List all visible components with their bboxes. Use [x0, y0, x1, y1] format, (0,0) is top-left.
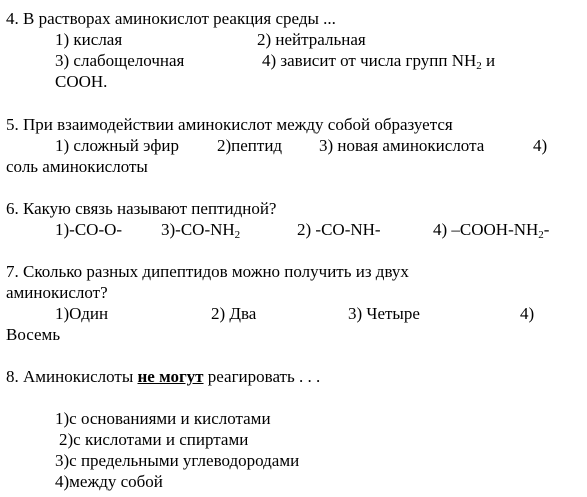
q4-option-4: 4) зависит от числа групп $NH_2$ и [262, 51, 496, 72]
q7-option-4-continued: Восемь [6, 325, 61, 344]
emphasis-negation: не могут [137, 367, 204, 386]
q4-option-2: 2) нейтральная [257, 30, 366, 49]
q8-option-3: 3)с предельными углеводородами [55, 451, 300, 470]
q7-option-3: 3) Четыре [348, 304, 420, 323]
q7-option-1: 1)Один [55, 304, 109, 323]
question-7-continued: аминокислот? [6, 283, 108, 302]
q8-option-4: 4)между собой [55, 472, 163, 491]
q5-option-3: 3) новая аминокислота [319, 136, 485, 155]
question-7: 7. Сколько разных дипептидов можно получить из двух [6, 262, 409, 281]
q6-option-2: 2) -CO-NH- [297, 220, 381, 239]
q4-option-3: 3) слабощелочная [55, 51, 185, 70]
question-6: 6. Какую связь называют пептидной? [6, 199, 277, 218]
q4-option-4-continued: COOH. [55, 72, 108, 91]
q5-option-4: 4) [533, 136, 548, 155]
q5-option-4-continued: соль аминокислоты [6, 157, 148, 176]
q5-option-1: 1) сложный эфир [55, 136, 179, 155]
q6-option-4: 4) $-COOH-NH_2-$ [433, 220, 550, 241]
q7-option-4: 4) [520, 304, 535, 323]
question-5: 5. При взаимодействии аминокислот между собой образуется [6, 115, 453, 134]
q4-option-1: 1) кислая [55, 30, 123, 49]
q7-option-2: 2) Два [211, 304, 257, 323]
question-4: 4. В растворах аминокислот реакция среды ... [6, 9, 336, 28]
q8-option-2: 2)с кислотами и спиртами [59, 430, 249, 449]
question-8: 8. Аминокислоты не могут реагировать . . . [6, 367, 321, 386]
q5-option-2: 2)пептид [217, 136, 283, 155]
q6-option-1: 1)-CO-O- [55, 220, 123, 239]
q6-option-3: $3)-CO-NH_2$ [161, 220, 241, 241]
q8-option-1: 1)с основаниями и кислотами [55, 409, 271, 428]
